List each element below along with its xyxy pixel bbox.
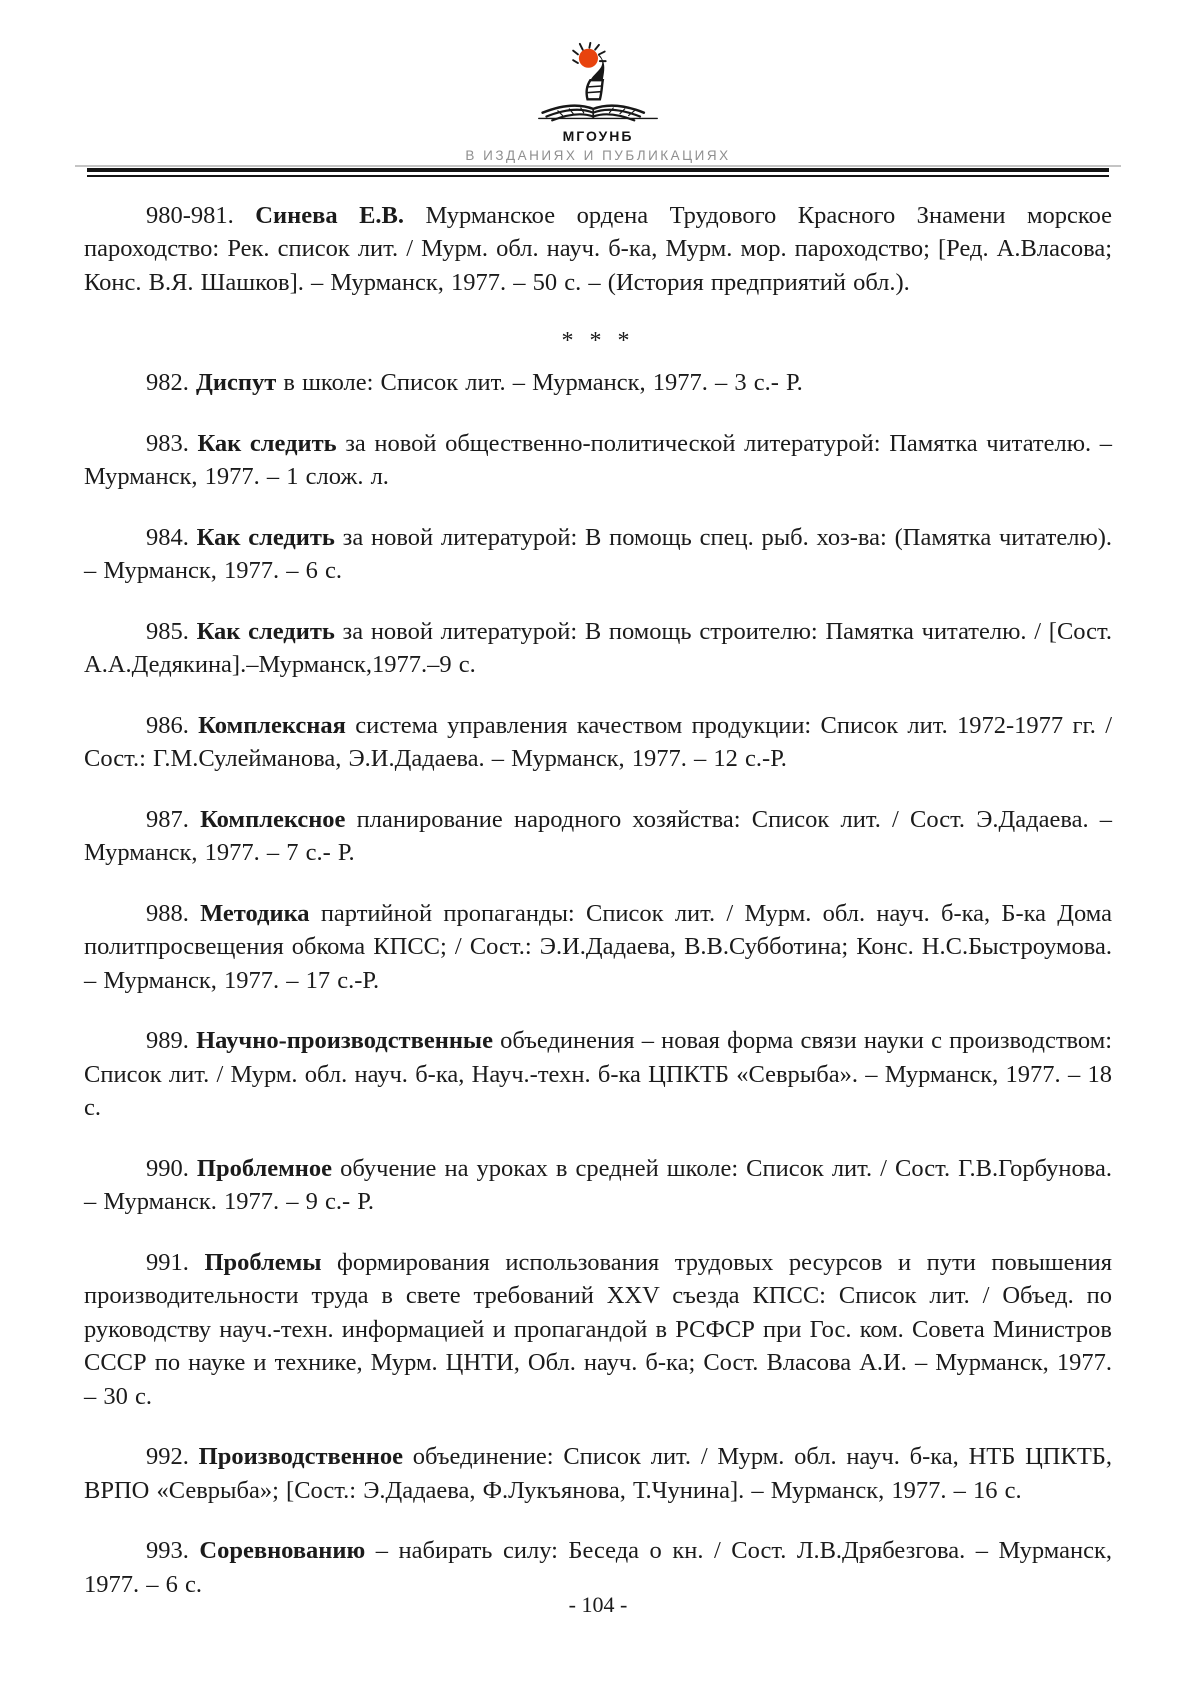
entry-text: в школе: Список лит. – Мурманск, 1977. – 3 с.- Р. (283, 369, 803, 396)
entry-number: 990. (146, 1154, 189, 1182)
header-rule-thin (75, 165, 1121, 167)
entry-heading: Соревнованию (199, 1537, 366, 1564)
entry-number: 986. (146, 711, 189, 739)
entry-heading: Комплексная (198, 711, 346, 739)
entry-heading: Диспут (196, 369, 277, 396)
entry-text: объединения – новая форма связи науки с производством: Список лит. / Мурм. обл. науч. б-ка, Науч.-техн. б-ка ЦПКТБ «Севрыба». – Мурманск, 1977. – 18 с. (84, 1027, 1113, 1121)
entry-text: партийной пропаганды: Список лит. / Мурм. обл. науч. б-ка, Б-ка Дома политпросвещения обкома КПСС; / Сост.: Э.И.Дадаева, В.В.Субботина; Конс. Н.С.Быстроумова. – Мурманск, 1977. – 17 с.-Р. (84, 899, 1112, 994)
bibliography-entry-982 (84, 366, 1112, 400)
bibliography-entry-993 (84, 1534, 1112, 1601)
entry-heading: Научно-производственные (196, 1027, 493, 1054)
entry-heading: Комплексное (200, 805, 346, 833)
entry-heading: Проблемы (204, 1248, 322, 1276)
page-number: - 104 - (568, 1592, 628, 1617)
entry-number: 989. (146, 1027, 189, 1054)
bibliography-entry-989 (84, 1024, 1112, 1125)
entry-text: Мурманское ордена Трудового Красного Знамени морское пароходство: Рек. список лит. / Мурм. обл. науч. б-ка, Мурм. мор. пароходство; [Ред. А.Власова; Конс. В.Я. Шашков]. – Мурманск, 1977. – 50 с. – (История предприятий обл.). (84, 201, 1113, 296)
header-caption: В ИЗДАНИЯХ И ПУБЛИКАЦИЯХ (465, 148, 731, 163)
bibliography-entry-990 (84, 1152, 1112, 1219)
entry-heading: Как следить (196, 617, 335, 645)
bibliography-entry-988 (84, 897, 1112, 998)
entry-number: 992. (146, 1443, 189, 1470)
entry-text: – набирать силу: Беседа о кн. / Сост. Л.В.Дрябезгова. – Мурманск, 1977. – 6 с. (84, 1537, 1113, 1598)
entry-text: за новой общественно-политической литературой: Памятка читателю. – Мурманск, 1977. – 1 слож. л. (84, 429, 1113, 490)
entry-number: 985. (146, 617, 189, 645)
bibliography-entry-984 (84, 521, 1112, 588)
bibliography-entry-987 (84, 803, 1112, 870)
entry-number: 993. (146, 1537, 189, 1564)
entry-number: 984. (146, 523, 189, 551)
entry-text: система управления качеством продукции: Список лит. 1972-1977 гг. / Сост.: Г.М.Сулейманова, Э.И.Дадаева. – Мурманск, 1977. – 12 с.-Р. (84, 711, 1113, 772)
bibliography-entry-985 (84, 615, 1112, 682)
bibliography-list (84, 199, 1112, 1602)
page-header (0, 0, 1196, 177)
reindeer-on-open-book-with-sun-icon (529, 42, 667, 128)
bibliography-entry-986 (84, 709, 1112, 776)
entry-heading: Проблемное (196, 1154, 333, 1182)
library-logo (0, 42, 1196, 128)
bibliography-entry-991 (84, 1246, 1112, 1414)
bibliography-entry-983 (84, 427, 1112, 494)
entry-number: 983. (146, 429, 189, 457)
entry-number: 988. (146, 899, 189, 927)
entry-number: 982. (146, 369, 189, 396)
bibliography-entry-980-981 (84, 199, 1112, 300)
entry-heading: Производственное (198, 1443, 403, 1470)
entry-number: 987. (146, 805, 189, 833)
entry-number: 980-981. (146, 201, 234, 229)
section-separator: * * * (561, 328, 635, 354)
entry-text: формирования использования трудовых ресурсов и пути повышения производительности труда в свете требований XXV съезда КПСС: Список лит. / Объед. по руководству науч.-техн. информацией и пропагандой в РСФСР при Гос. ком. Совета Министров СССР по науке и технике, Мурм. ЦНТИ, Обл. науч. б-ка; Сост. Власова А.И. – Мурманск, 1977. – 30 с. (84, 1248, 1113, 1410)
entry-heading: Как следить (197, 429, 337, 457)
entry-heading: Методика (200, 899, 310, 927)
entry-text: планирование народного хозяйства: Список лит. / Сост. Э.Дадаева. – Мурманск, 1977. – 7 с.- Р. (84, 805, 1113, 866)
bibliography-entry-992 (84, 1440, 1112, 1507)
entry-text: обучение на уроках в средней школе: Список лит. / Сост. Г.В.Горбунова. – Мурманск. 1977. – 9 с.- Р. (84, 1154, 1113, 1215)
logo-acronym: МГОУНБ (562, 128, 634, 144)
entry-text: за новой литературой: В помощь спец. рыб. хоз-ва: (Памятка читателю). – Мурманск, 1977. – 6 с. (84, 523, 1113, 584)
entry-heading: Синева Е.В. (255, 201, 405, 229)
entry-text: за новой литературой: В помощь строителю: Памятка читателю. / [Сост. А.А.Дедякина].–Мурманск,1977.–9 с. (84, 617, 1113, 678)
header-rule-double (87, 168, 1109, 177)
entry-number: 991. (146, 1248, 189, 1276)
entry-heading: Как следить (196, 523, 335, 551)
entry-text: объединение: Список лит. / Мурм. обл. науч. б-ка, НТБ ЦПКТБ, ВРПО «Севрыба»; [Сост.: Э.Дадаева, Ф.Лукъянова, Т.Чунина]. – Мурманск, 1977. – 16 с. (84, 1443, 1112, 1504)
